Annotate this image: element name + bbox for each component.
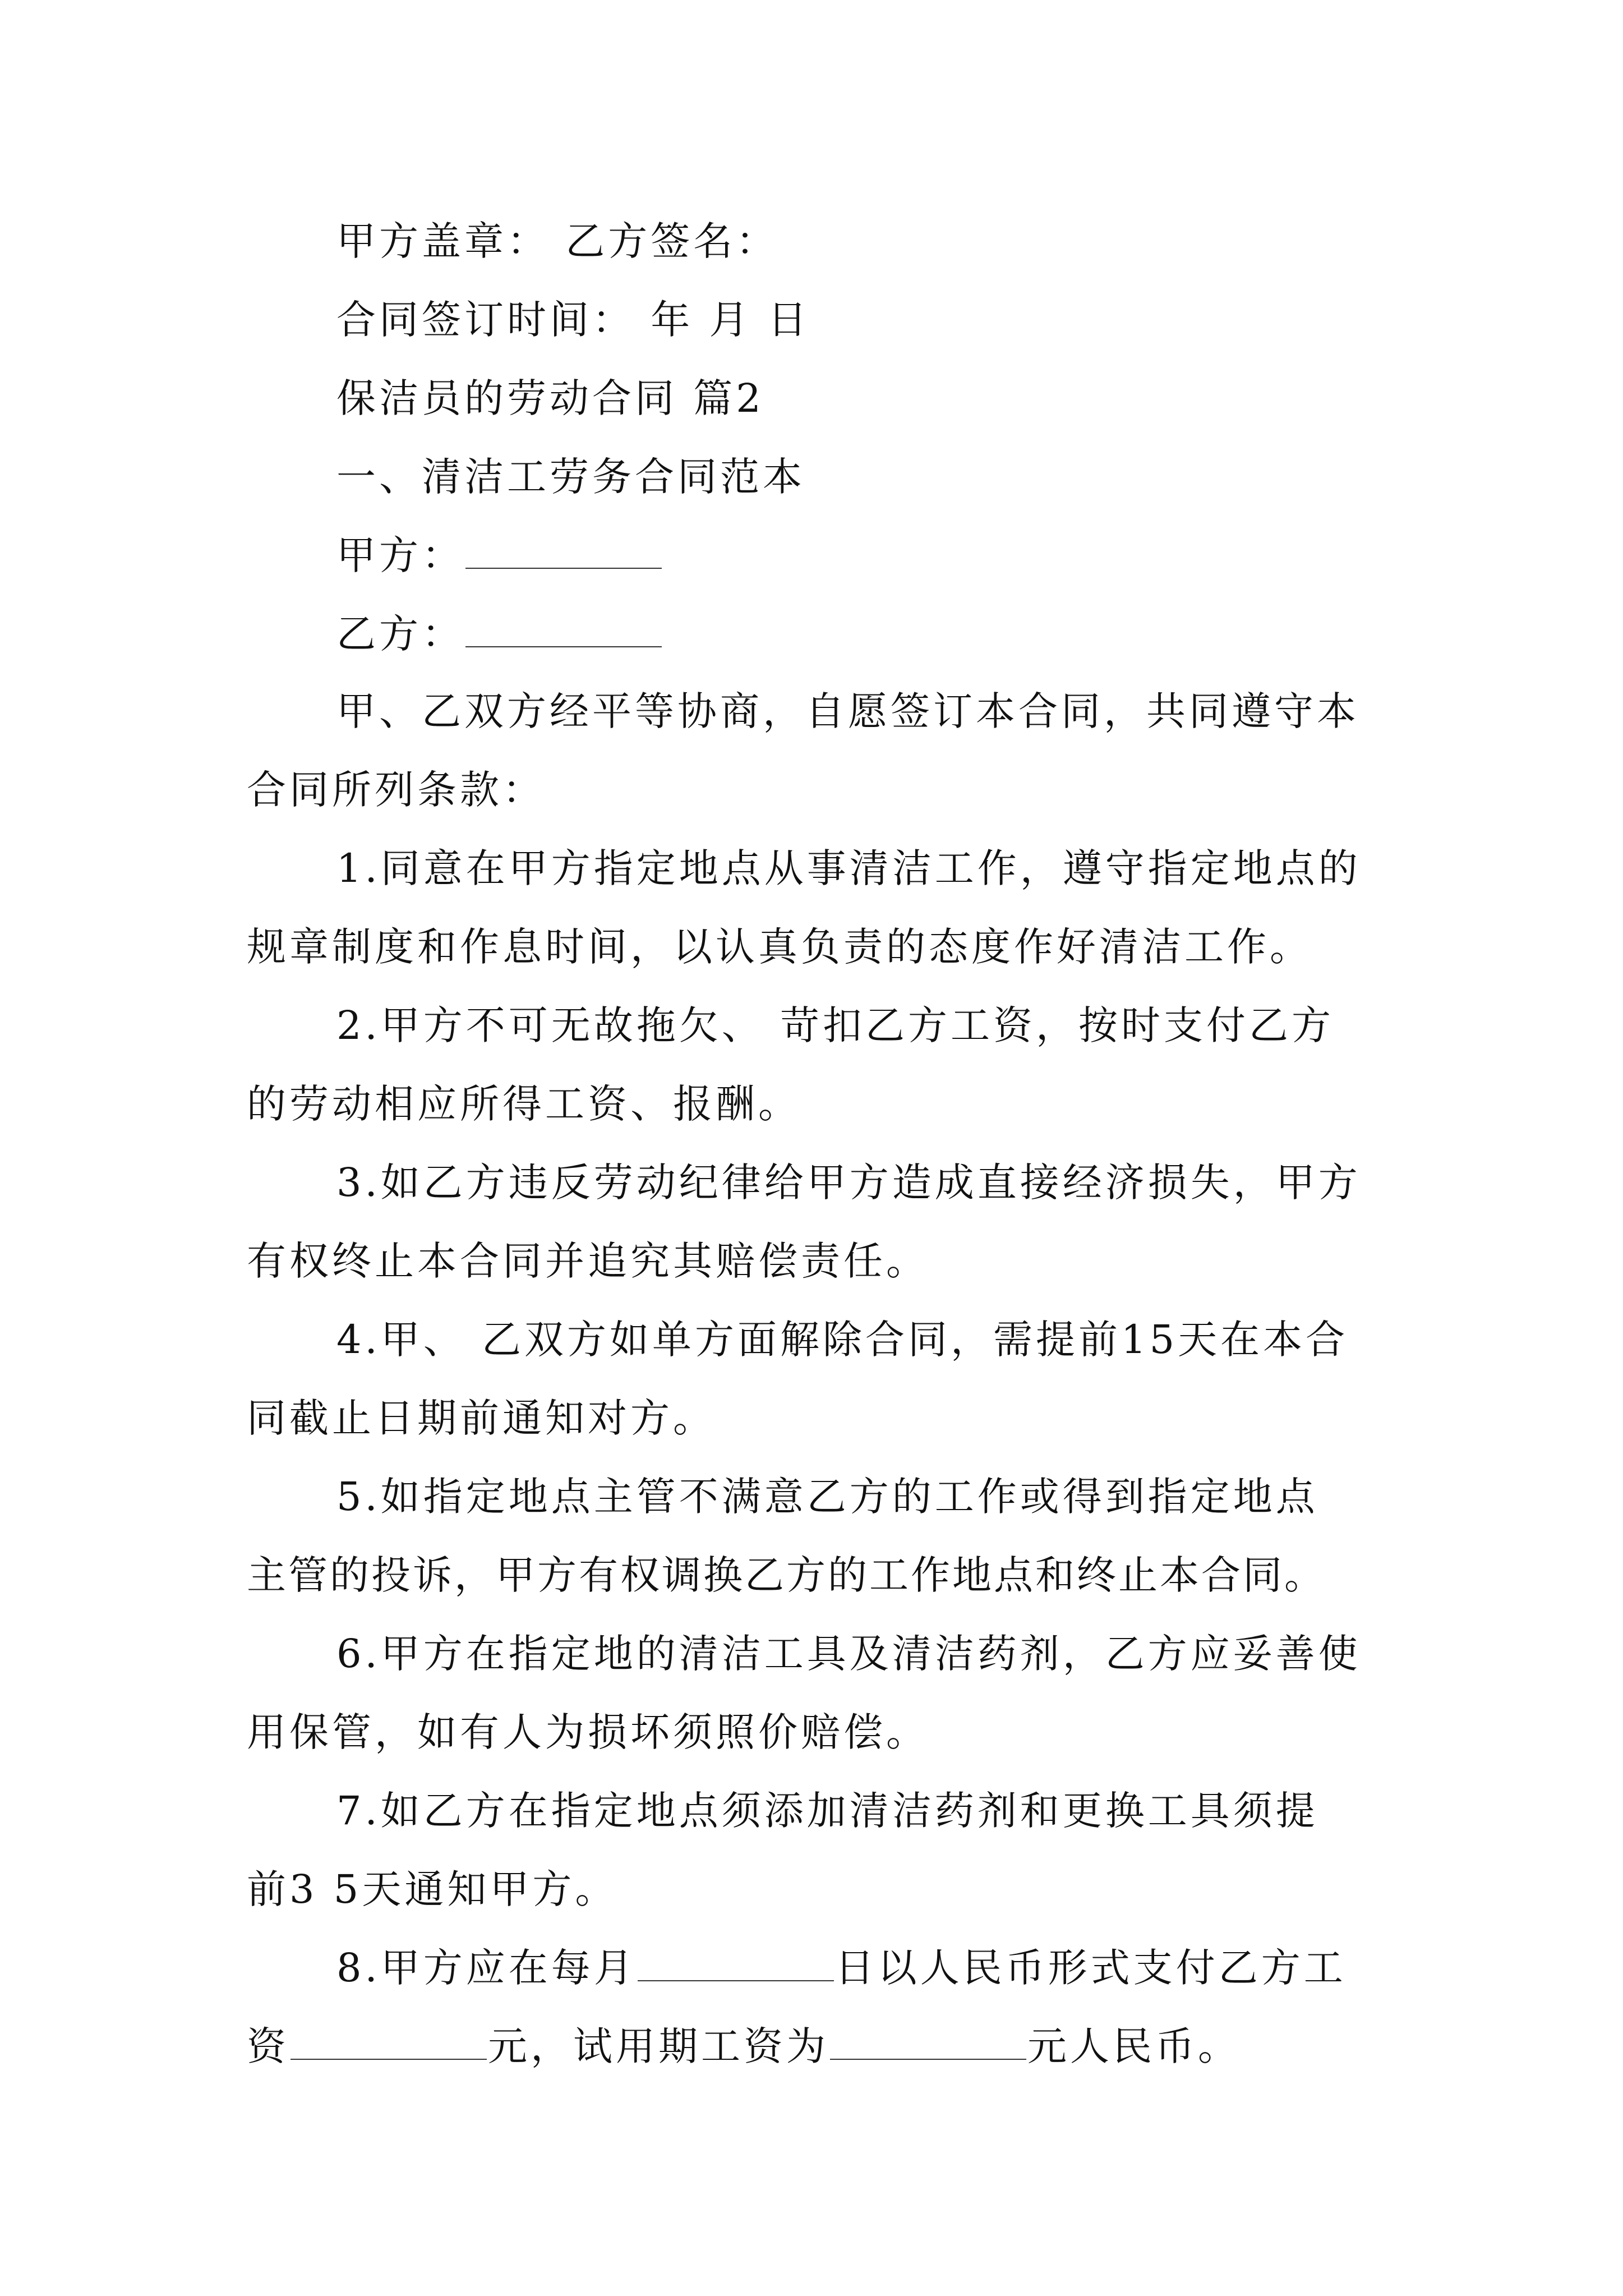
clause-8-part-4: 元，试用期工资为: [488, 2023, 829, 2069]
clause-5-line-2: 主管的投诉，甲方有权调换乙方的工作地点和终止本合同。: [247, 1552, 1326, 1598]
clause-8-part-2: 日以人民币形式支付乙方工: [834, 1945, 1347, 1991]
trial-salary-blank: [830, 2025, 1026, 2060]
clause-7-line-2: 前3 5天通知甲方。: [247, 1866, 618, 1912]
clause-4-line-1: 4.甲、 乙双方如单方面解除合同，需提前15天在本合: [336, 1317, 1349, 1363]
clause-3-line-2: 有权终止本合同并追究其赔偿责任。: [247, 1238, 929, 1284]
party-a-line: [336, 527, 663, 583]
clause-3-line-1: 3.如乙方违反劳动纪律给甲方造成直接经济损失，甲方: [336, 1159, 1361, 1205]
clause-8-part-5: 元人民币。: [1027, 2023, 1241, 2069]
party-b-blank: [465, 613, 662, 647]
pay-day-blank: [638, 1947, 834, 1981]
clause-5-line-1: 5.如指定地点主管不满意乙方的工作或得到指定地点: [336, 1474, 1318, 1520]
party-b-line: [336, 606, 663, 662]
salary-blank: [291, 2025, 487, 2060]
intro-line-1: 甲、乙双方经平等协商，自愿签订本合同，共同遵守本: [336, 688, 1359, 734]
party-a-blank: [465, 534, 662, 569]
clause-7-line-1: 7.如乙方在指定地点须添加清洁药剂和更换工具须提: [336, 1788, 1318, 1834]
clause-8-part-3: 资: [247, 2023, 289, 2069]
intro-line-2: 合同所列条款：: [247, 767, 545, 813]
clause-6-line-1: 6.甲方在指定地的清洁工具及清洁药剂，乙方应妥善使: [336, 1631, 1361, 1677]
clause-1-line-1: 1.同意在甲方指定地点从事清洁工作，遵守指定地点的: [336, 845, 1361, 891]
clause-1-line-2: 规章制度和作息时间，以认真负责的态度作好清洁工作。: [247, 924, 1312, 970]
clause-8-line-1: [336, 1940, 1347, 1996]
clause-8-part-1: 8.甲方应在每月: [336, 1945, 637, 1991]
clause-4-line-2: 同截止日期前通知对方。: [247, 1395, 716, 1441]
contract-heading: 一、清洁工劳务合同范本: [336, 454, 805, 500]
party-a-label: 甲方：: [336, 532, 464, 578]
signature-line: 甲方盖章： 乙方签名：: [336, 218, 779, 264]
party-b-label: 乙方：: [336, 611, 464, 657]
clause-2-line-2: 的劳动相应所得工资、报酬。: [247, 1081, 801, 1127]
clause-8-line-2: [247, 2018, 1241, 2074]
clause-6-line-2: 用保管，如有人为损坏须照价赔偿。: [247, 1709, 929, 1755]
date-line: 合同签订时间： 年 月 日: [336, 297, 810, 343]
section-title: 保洁员的劳动合同 篇2: [336, 375, 764, 421]
clause-2-line-1: 2.甲方不可无故拖欠、 苛扣乙方工资，按时支付乙方: [336, 1002, 1335, 1048]
